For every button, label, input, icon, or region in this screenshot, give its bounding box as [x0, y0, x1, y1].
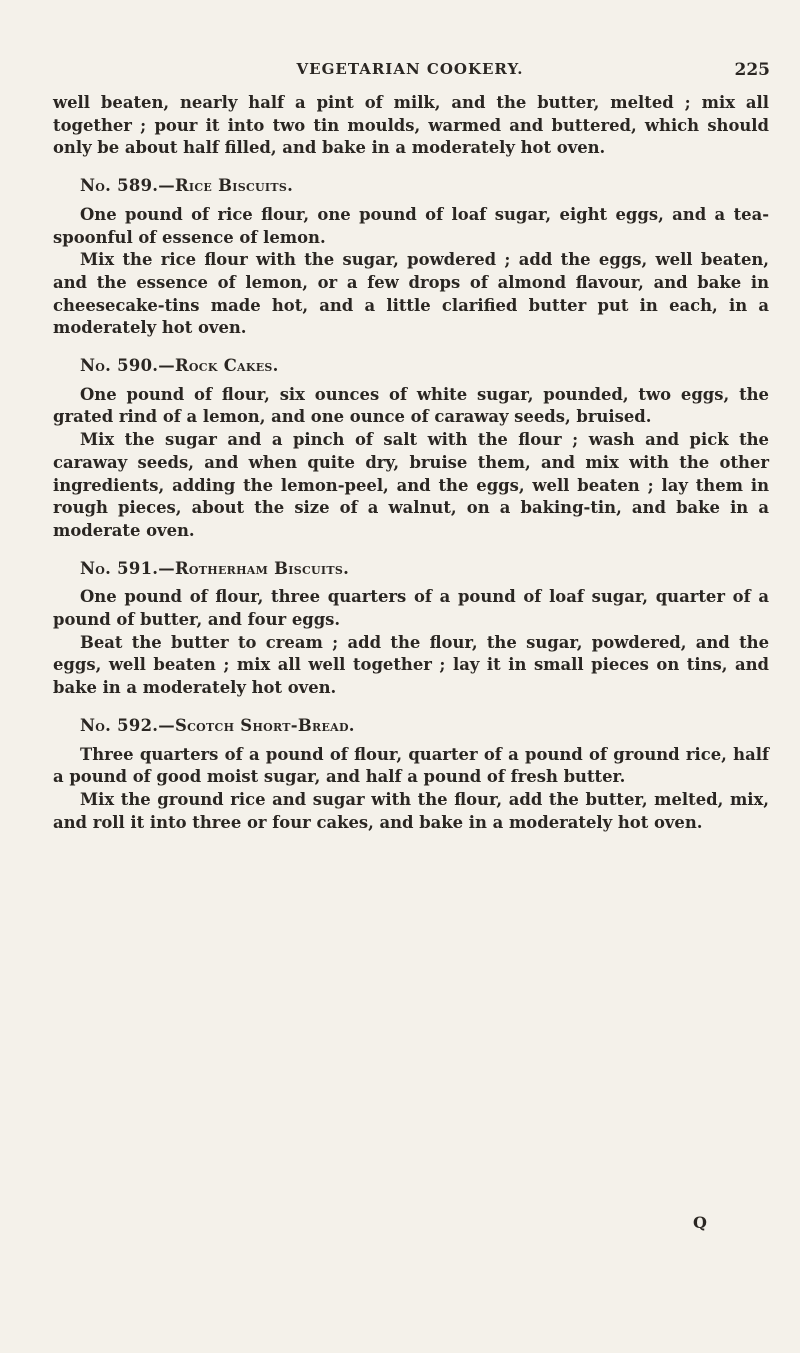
- continued-paragraph: well beaten, nearly half a pint of milk, and the butter, melted ; mix all together ; pour it into two tin moulds, warmed and buttered, which should only be about half filled, and bake in a moderately hot oven.: [53, 93, 769, 158]
- recipe-title: No. 590.—Rock Cakes.: [80, 356, 279, 376]
- recipe-ingredients: One pound of flour, six ounces of white sugar, pounded, two eggs, the grated rind of a lemon, and one ounce of caraway seeds, bruised.: [53, 384, 769, 427]
- recipe-ingredients: One pound of rice flour, one pound of loaf sugar, eight eggs, and a tea-spoonful of essence of lemon.: [53, 204, 769, 247]
- page-number: 225: [734, 60, 770, 80]
- recipe-method: Mix the sugar and a pinch of salt with the flour ; wash and pick the caraway seeds, and when quite dry, bruise them, and mix with the other ingredients, adding the lemon-peel, and the eggs, well beaten ; lay them in rough pieces, about the size of a walnut, on a baking-tin, and bake in a moderate oven.: [53, 430, 769, 540]
- recipe-method: Mix the ground rice and sugar with the flour, add the butter, melted, mix, and roll it into three or four cakes, and bake in a moderately hot oven.: [53, 789, 769, 832]
- body-text: [53, 92, 769, 834]
- recipe-title: No. 589.—Rice Biscuits.: [80, 176, 294, 196]
- recipe-title: No. 592.—Scotch Short-Bread.: [80, 715, 355, 735]
- running-head: [50, 60, 770, 84]
- recipe-title: No. 591.—Rotherham Biscuits.: [80, 558, 350, 578]
- recipe-method: Beat the butter to cream ; add the flour, the sugar, powdered, and the eggs, well beaten ; mix all well together ; lay it in small pieces on tins, and bake in a moderately hot oven.: [53, 632, 769, 698]
- running-title: VEGETARIAN COOKERY.: [296, 60, 524, 78]
- recipe-ingredients: One pound of flour, three quarters of a pound of loaf sugar, quarter of a pound of butter, and four eggs.: [53, 587, 769, 630]
- recipe-ingredients: Three quarters of a pound of flour, quarter of a pound of ground rice, half a pound of good moist sugar, and half a pound of fresh butter.: [53, 744, 769, 787]
- signature-mark: Q: [693, 1213, 707, 1232]
- recipe-method: Mix the rice flour with the sugar, powdered ; add the eggs, well beaten, and the essence of lemon, or a few drops of almond flavour, and bake in cheesecake-tins made hot, and a little clarified butter put in each, in a moderately hot oven.: [53, 250, 769, 338]
